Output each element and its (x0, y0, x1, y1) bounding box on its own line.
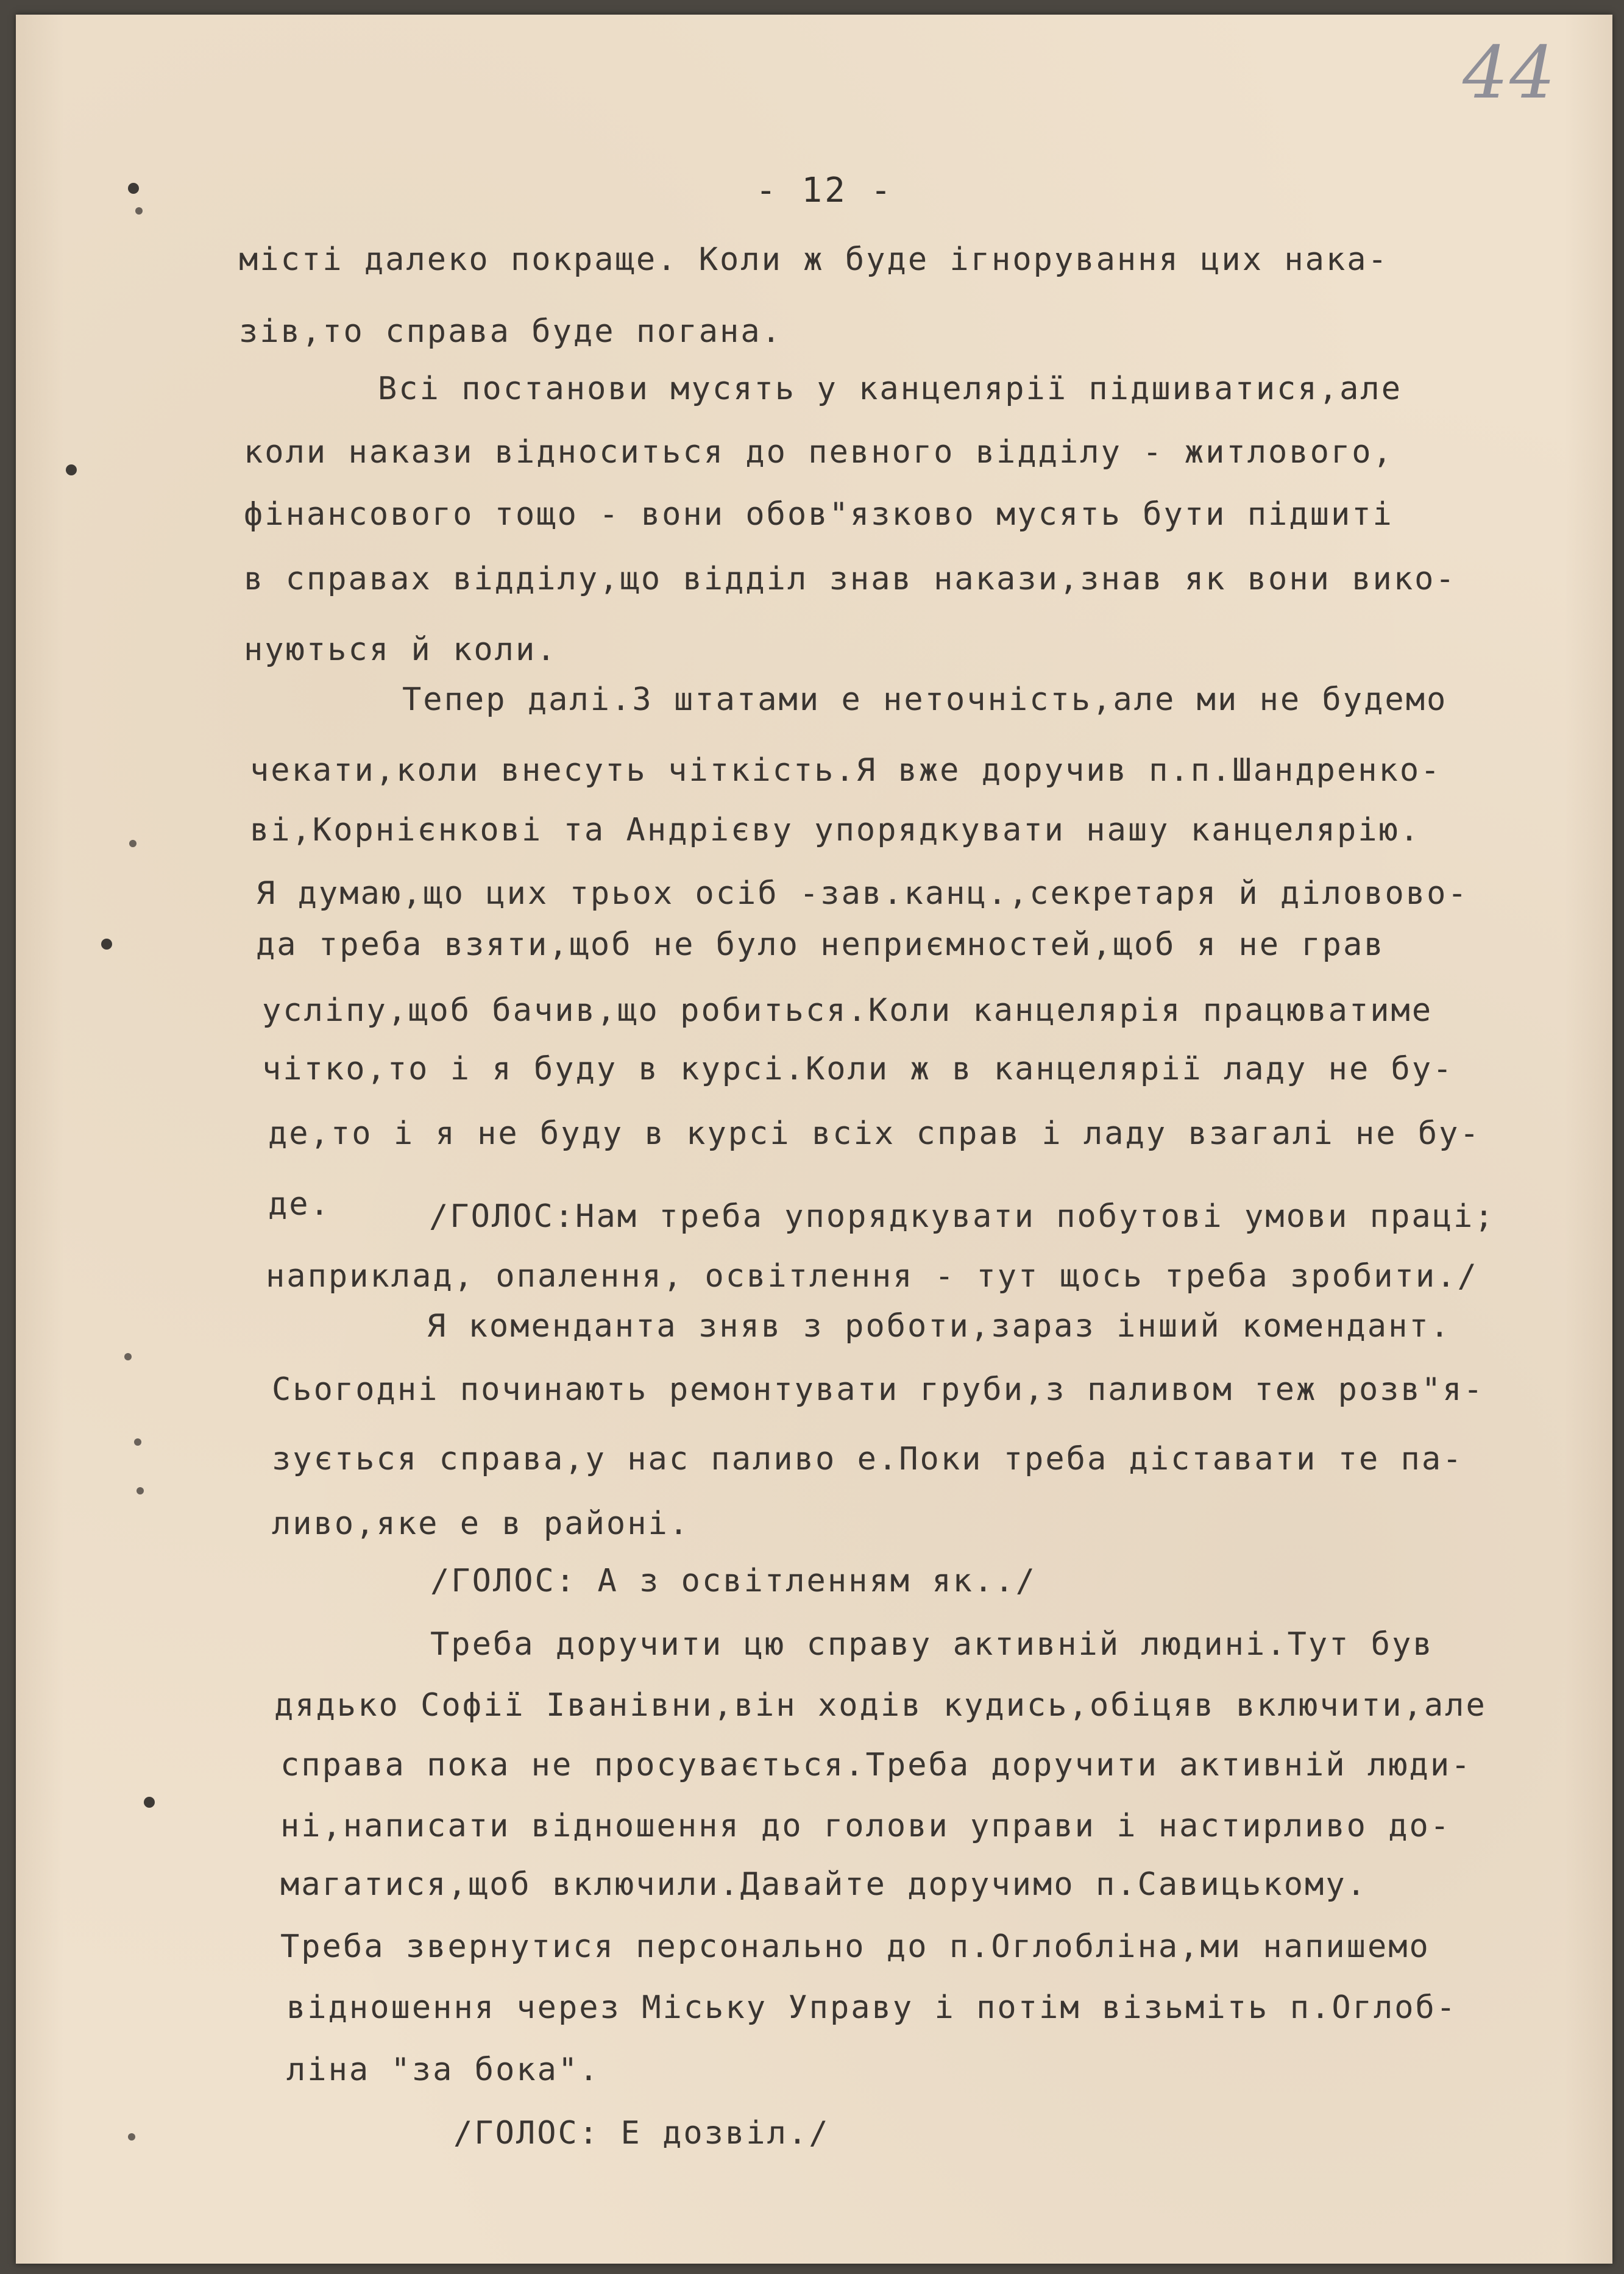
text-line: Треба звернутися персонально до п.Оглобліна,ми напишемо (280, 1928, 1430, 1965)
page-number: - 12 - (756, 171, 894, 210)
text-line: зується справа,у нас паливо е.Поки треба діставати те па- (272, 1441, 1464, 1477)
text-line: да треба взяти,щоб не було неприємностей,щоб я не грав (256, 926, 1385, 963)
text-line: дядько Софії Іванівни,він ходів кудись,обіцяв включити,але (274, 1687, 1487, 1724)
punch-hole (129, 840, 137, 847)
text-line: фінансового тощо - вони обов"язково мусять бути підшиті (244, 496, 1394, 533)
text-line: коли накази відноситься до певного відділу - житлового, (244, 434, 1394, 471)
text-line: усліпу,щоб бачив,що робиться.Коли канцелярія працюватиме (262, 992, 1433, 1029)
folio-number: 44 (1463, 30, 1557, 115)
text-line: де,то і я не буду в курсі всіх справ і ладу взагалі не бу- (268, 1115, 1481, 1152)
punch-hole (137, 1487, 144, 1494)
text-line: Я думаю,що цих трьох осіб -зав.канц.,секретаря й діловово- (256, 875, 1469, 912)
text-line: Сьогодні починають ремонтувати груби,з паливом теж розв"я- (272, 1371, 1484, 1408)
punch-hole (124, 1353, 132, 1360)
punch-hole (101, 939, 112, 950)
punch-hole (134, 1438, 141, 1446)
punch-hole (144, 1797, 155, 1808)
text-line: ві,Корнієнкові та Андрієву упорядкувати нашу канцелярію. (250, 812, 1421, 848)
text-line: зів,то справа буде погана. (239, 313, 782, 350)
text-line: Я коменданта зняв з роботи,зараз інший комендант. (427, 1308, 1452, 1345)
text-line: відношення через Міську Управу і потім візьміть п.Оглоб- (286, 1989, 1458, 2026)
text-line: ліна "за бока". (286, 2052, 600, 2088)
text-line: Тепер далі.З штатами е неточність,але ми не будемо (402, 681, 1448, 718)
text-line: ні,написати відношення до голови управи і настирливо до- (280, 1808, 1452, 1844)
text-line: наприклад, опалення, освітлення - тут щось треба зробити./ (266, 1258, 1478, 1295)
punch-hole (66, 464, 77, 475)
punch-hole (128, 183, 139, 194)
text-line: Треба доручити цю справу активній людині.Тут був (430, 1626, 1434, 1663)
text-line: чітко,то і я буду в курсі.Коли ж в канцелярії ладу не бу- (262, 1051, 1454, 1087)
text-line: /ГОЛОС:Нам треба упорядкувати побутові умови праці; (429, 1198, 1495, 1235)
text-line: нуються й коли. (244, 631, 558, 668)
text-line: де. (268, 1186, 331, 1223)
punch-hole (128, 2133, 135, 2141)
punch-hole (135, 207, 143, 215)
text-line: /ГОЛОС: Е дозвіл./ (453, 2115, 830, 2151)
text-line: Всі постанови мусять у канцелярії підшиватися,але (378, 371, 1403, 407)
text-line: справа пока не просувається.Треба доручити активній люди- (280, 1747, 1472, 1783)
text-line: ливо,яке е в районі. (272, 1505, 690, 1542)
text-line: /ГОЛОС: А з освітленням як../ (430, 1563, 1037, 1599)
text-line: в справах відділу,що відділ знав накази,знав як вони вико- (244, 561, 1456, 597)
text-line: місті далеко покраще. Коли ж буде ігнорування цих нака- (239, 241, 1389, 278)
text-line: магатися,щоб включили.Давайте доручимо п.Савицькому. (280, 1866, 1367, 1903)
text-line: чекати,коли внесуть чіткість.Я вже доручив п.п.Шандренко- (250, 752, 1442, 789)
